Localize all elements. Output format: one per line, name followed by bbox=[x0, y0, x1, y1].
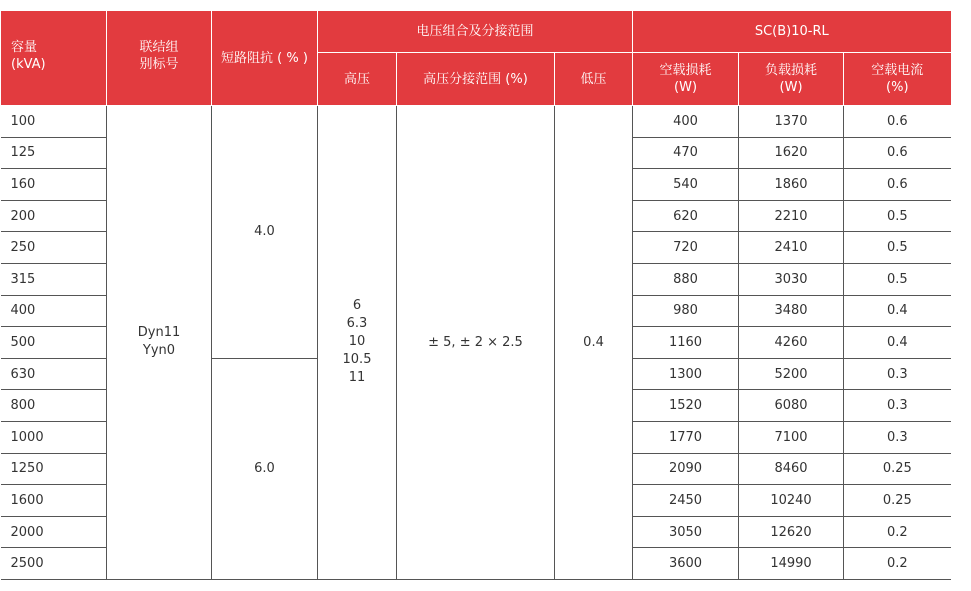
noload-current-cell: 0.3 bbox=[844, 358, 951, 390]
capacity-cell: 2500 bbox=[1, 548, 107, 580]
capacity-cell: 2000 bbox=[1, 516, 107, 548]
capacity-cell: 125 bbox=[1, 137, 107, 169]
noload-loss-cell: 1520 bbox=[633, 390, 739, 422]
load-loss-cell: 3480 bbox=[739, 295, 844, 327]
header-lv: 低压 bbox=[555, 53, 633, 106]
noload-current-cell: 0.5 bbox=[844, 232, 951, 264]
hv-cell: 6 6.3 10 10.5 11 bbox=[318, 106, 397, 580]
capacity-cell: 1000 bbox=[1, 421, 107, 453]
table-row bbox=[1, 106, 951, 138]
capacity-cell: 630 bbox=[1, 358, 107, 390]
load-loss-cell: 1620 bbox=[739, 137, 844, 169]
header-voltage-group: 电压组合及分接范围 bbox=[318, 11, 633, 53]
noload-current-cell: 0.4 bbox=[844, 295, 951, 327]
load-loss-cell: 5200 bbox=[739, 358, 844, 390]
noload-current-cell: 0.2 bbox=[844, 516, 951, 548]
capacity-cell: 1250 bbox=[1, 453, 107, 485]
load-loss-cell: 4260 bbox=[739, 327, 844, 359]
capacity-cell: 250 bbox=[1, 232, 107, 264]
noload-loss-cell: 1160 bbox=[633, 327, 739, 359]
header-impedance: 短路阻抗 ( % ) bbox=[212, 11, 318, 106]
noload-loss-cell: 2450 bbox=[633, 485, 739, 517]
impedance-cell-a: 4.0 bbox=[212, 106, 318, 359]
hv-tap-cell: ± 5, ± 2 × 2.5 bbox=[397, 106, 555, 580]
header-capacity: 容量 (kVA) bbox=[1, 11, 107, 106]
noload-current-cell: 0.5 bbox=[844, 263, 951, 295]
impedance-cell-b: 6.0 bbox=[212, 358, 318, 579]
header-noload-loss: 空载损耗 (W) bbox=[633, 53, 739, 106]
load-loss-cell: 6080 bbox=[739, 390, 844, 422]
capacity-cell: 500 bbox=[1, 327, 107, 359]
noload-current-cell: 0.6 bbox=[844, 169, 951, 201]
capacity-cell: 315 bbox=[1, 263, 107, 295]
capacity-cell: 800 bbox=[1, 390, 107, 422]
noload-loss-cell: 980 bbox=[633, 295, 739, 327]
spec-table bbox=[0, 10, 951, 580]
capacity-cell: 1600 bbox=[1, 485, 107, 517]
noload-current-cell: 0.25 bbox=[844, 453, 951, 485]
load-loss-cell: 8460 bbox=[739, 453, 844, 485]
lv-cell: 0.4 bbox=[555, 106, 633, 580]
load-loss-cell: 2210 bbox=[739, 200, 844, 232]
load-loss-cell: 14990 bbox=[739, 548, 844, 580]
load-loss-cell: 10240 bbox=[739, 485, 844, 517]
noload-loss-cell: 540 bbox=[633, 169, 739, 201]
load-loss-cell: 2410 bbox=[739, 232, 844, 264]
noload-loss-cell: 720 bbox=[633, 232, 739, 264]
header-model: SC(B)10-RL bbox=[633, 11, 951, 53]
noload-current-cell: 0.6 bbox=[844, 106, 951, 138]
noload-loss-cell: 470 bbox=[633, 137, 739, 169]
capacity-cell: 400 bbox=[1, 295, 107, 327]
header-noload-current: 空载电流 (%) bbox=[844, 53, 951, 106]
load-loss-cell: 1860 bbox=[739, 169, 844, 201]
header-connection: 联结组 别标号 bbox=[107, 11, 212, 106]
noload-current-cell: 0.25 bbox=[844, 485, 951, 517]
header-hv: 高压 bbox=[318, 53, 397, 106]
noload-current-cell: 0.2 bbox=[844, 548, 951, 580]
header-load-loss: 负载损耗 (W) bbox=[739, 53, 844, 106]
header-hv-tap: 高压分接范围 (%) bbox=[397, 53, 555, 106]
noload-loss-cell: 3600 bbox=[633, 548, 739, 580]
noload-loss-cell: 880 bbox=[633, 263, 739, 295]
capacity-cell: 160 bbox=[1, 169, 107, 201]
connection-cell: Dyn11 Yyn0 bbox=[107, 106, 212, 580]
load-loss-cell: 3030 bbox=[739, 263, 844, 295]
noload-loss-cell: 2090 bbox=[633, 453, 739, 485]
load-loss-cell: 1370 bbox=[739, 106, 844, 138]
noload-current-cell: 0.3 bbox=[844, 421, 951, 453]
noload-current-cell: 0.6 bbox=[844, 137, 951, 169]
noload-loss-cell: 1770 bbox=[633, 421, 739, 453]
noload-loss-cell: 1300 bbox=[633, 358, 739, 390]
load-loss-cell: 12620 bbox=[739, 516, 844, 548]
noload-current-cell: 0.4 bbox=[844, 327, 951, 359]
capacity-cell: 200 bbox=[1, 200, 107, 232]
noload-loss-cell: 620 bbox=[633, 200, 739, 232]
capacity-cell: 100 bbox=[1, 106, 107, 138]
noload-loss-cell: 3050 bbox=[633, 516, 739, 548]
load-loss-cell: 7100 bbox=[739, 421, 844, 453]
noload-loss-cell: 400 bbox=[633, 106, 739, 138]
noload-current-cell: 0.3 bbox=[844, 390, 951, 422]
noload-current-cell: 0.5 bbox=[844, 200, 951, 232]
